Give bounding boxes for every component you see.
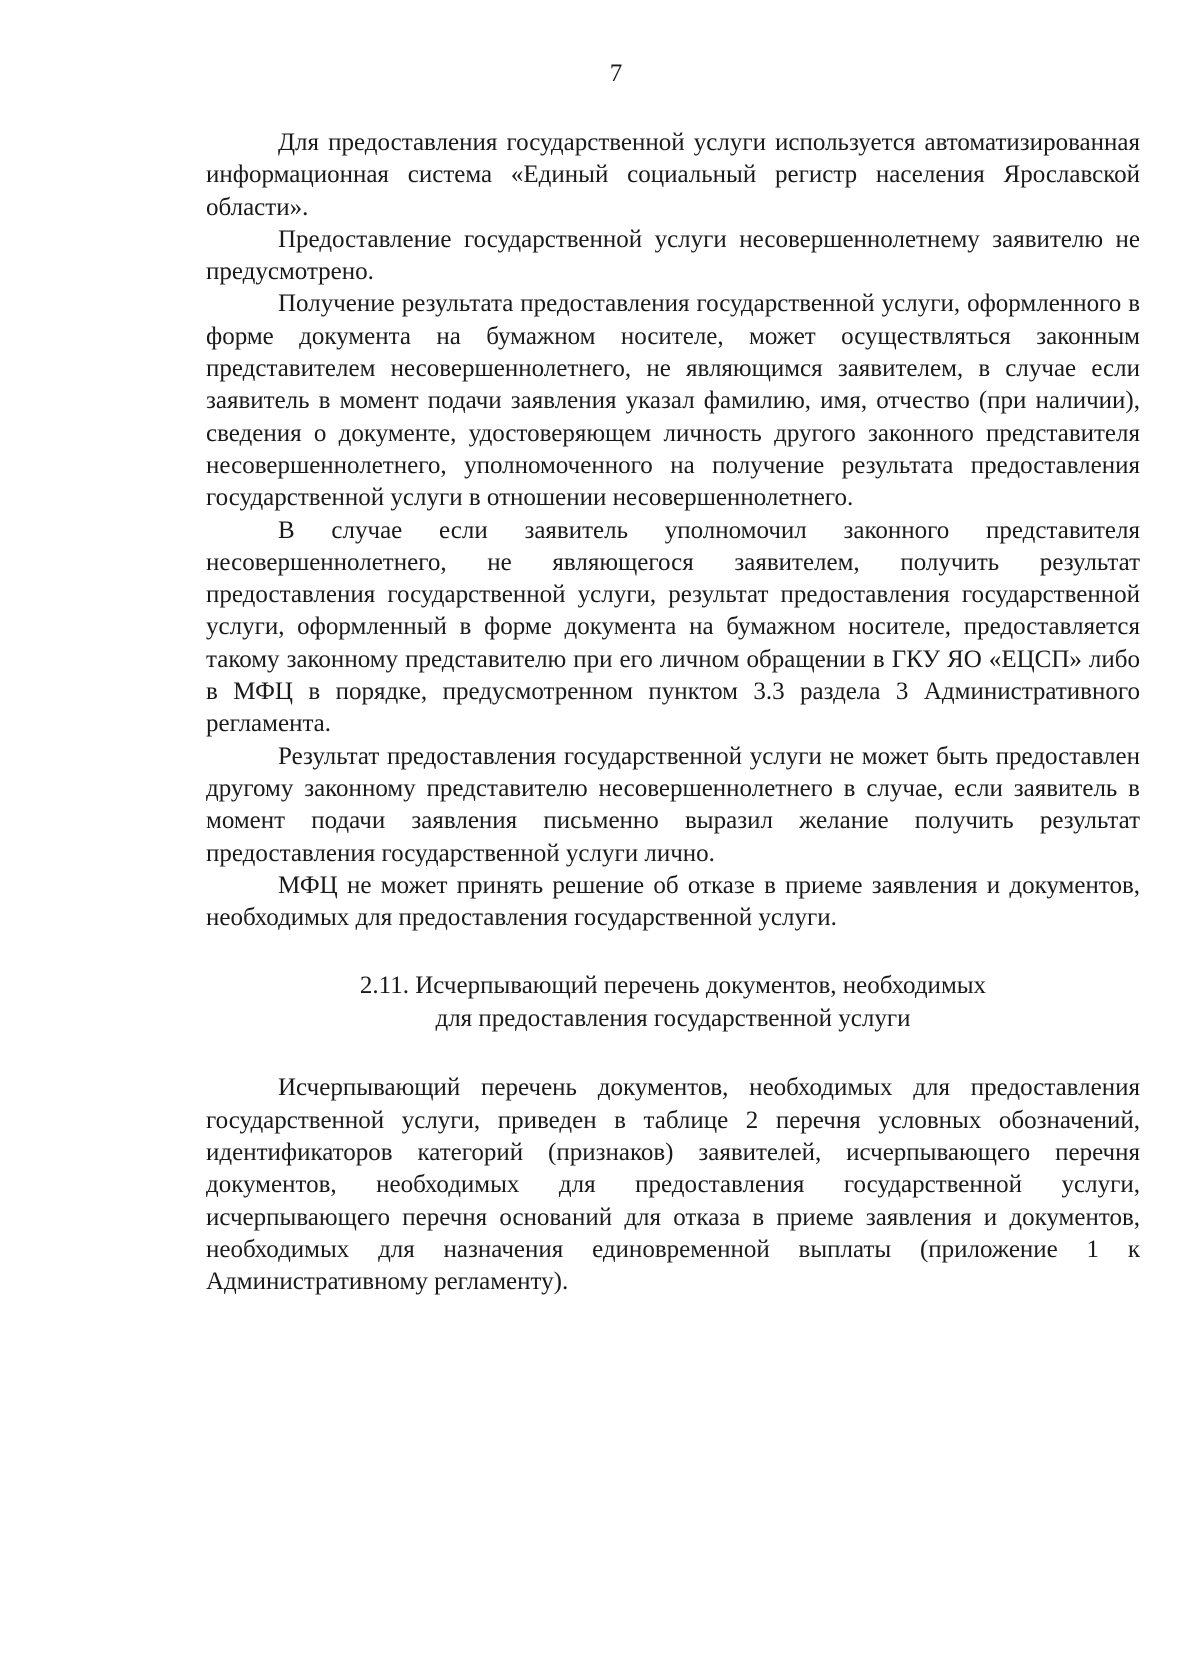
section-heading-line-1: 2.11. Исчерпывающий перечень документов, необходимых — [359, 972, 987, 1000]
paragraph-minor-applicant: Предоставление государственной услуги несовершеннолетнему заявителю не предусмотрено. — [206, 225, 1140, 286]
paragraph-authorized-representative: В случае если заявитель уполномочил законного представителя несовершеннолетнего, не являющегося заявителем, получить результат предоставления государственной услуги, результат предоставления государственной услуги, оформленный в форме документа на бумажном носителе, предоставляется такому законному представителю при его личном обращении в ГКУ ЯО «ЕЦСП» либо в МФЦ в порядке, предусмотренном пунктом 3.3 раздела 3 Административного регламента. — [206, 516, 1140, 738]
section-heading — [206, 970, 1140, 1035]
paragraph-personal-receipt: Результат предоставления государственной услуги не может быть предоставлен другому законному представителю несовершеннолетнего в случае, если заявитель в момент подачи заявления письменно выразил желание получить результат предоставления государственной услуги лично. — [206, 742, 1140, 867]
paragraph-information-system: Для предоставления государственной услуги используется автоматизированная информационная система «Единый социальный регистр населения Ярославской области». — [206, 129, 1140, 221]
page-number: 7 — [609, 60, 623, 87]
paragraph-legal-representative-receipt: Получение результата предоставления государственной услуги, оформленного в форме документа на бумажном носителе, может осуществляться законным представителем несовершеннолетнего, не являющимся заявителем, в случае если заявитель в момент подачи заявления указал фамилию, имя, отчество (при наличии), сведения о документе, удостоверяющем личность другого законного представителя несовершеннолетнего, уполномоченного на получение результата предоставления государственной услуги в отношении несовершеннолетнего. — [206, 290, 1140, 512]
paragraph-documents-list: Исчерпывающий перечень документов, необходимых для предоставления государственной услуги, приведен в таблице 2 перечня условных обозначений, идентификаторов категорий (признаков) заявителей, исчерпывающего перечня документов, необходимых для предоставления государственной услуги, исчерпывающего перечня оснований для отказа в приеме заявления и документов, необходимых для назначения единовременной выплаты (приложение 1 к Административному регламенту). — [206, 1074, 1140, 1296]
section-heading-line-2: для предоставления государственной услуги — [435, 1004, 911, 1032]
document-body — [206, 127, 1140, 1299]
paragraph-mfc-refusal: МФЦ не может принять решение об отказе в приеме заявления и документов, необходимых для предоставления государственной услуги. — [206, 871, 1140, 932]
